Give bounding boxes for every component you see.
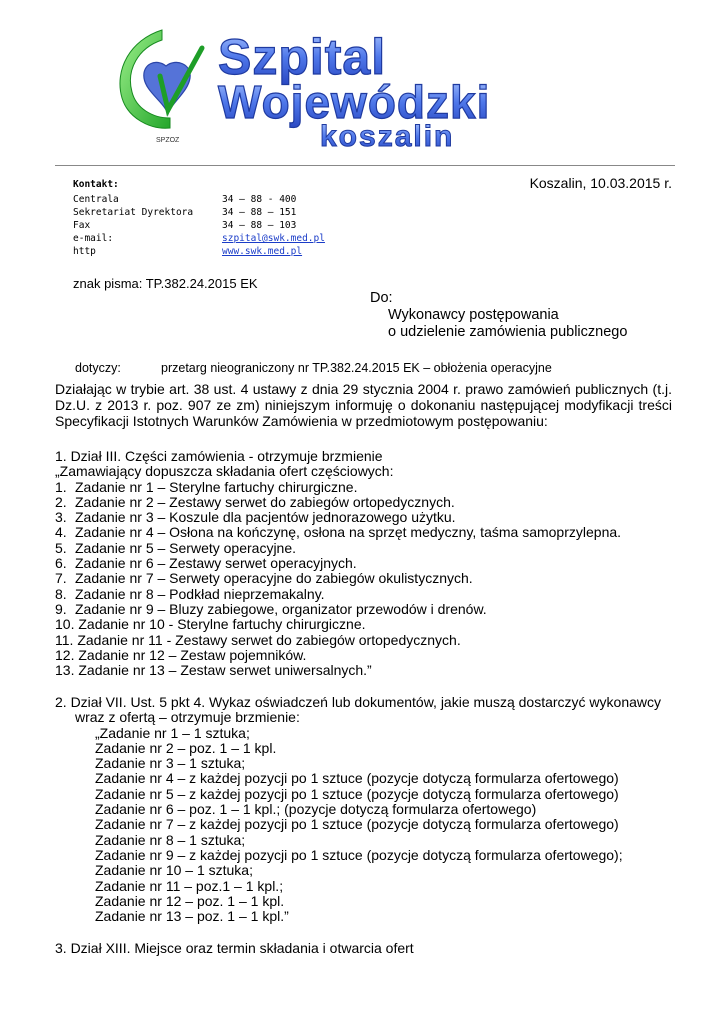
section-2-heading: 2. Dział VII. Ust. 5 pkt 4. Wykaz oświadczeń lub dokumentów, jakie muszą dostarczyć wykonawcy [55, 694, 662, 710]
list-item: 11. Zadanie nr 11 - Zestawy serwet do zabiegów ortopedycznych. [55, 631, 461, 648]
list-item: 3. Zadanie nr 3 – Koszule dla pacjentów jednorazowego użytku. [55, 509, 456, 526]
header-divider [55, 165, 675, 166]
hospital-logo [110, 18, 610, 150]
list-item: 2. Zadanie nr 2 – Zestawy serwet do zabiegów ortopedycznych. [55, 493, 455, 510]
svg-text:SPZOZ: SPZOZ [156, 137, 180, 144]
section-3 [55, 941, 414, 956]
section-2-heading-cont: wraz z ofertą – otrzymuje brzmienie: [75, 709, 300, 726]
reference-number: znak pisma: TP.382.24.2015 EK [73, 276, 258, 291]
addressee-do: Do: [370, 290, 393, 306]
section-1 [55, 449, 621, 678]
list-item: 9. Zadanie nr 9 – Bluzy zabiegowe, organizator przewodów i drenów. [55, 600, 487, 617]
list-item: Zadanie nr 6 – poz. 1 – 1 kpl.; (pozycje dotyczą formularza ofertowego) [95, 801, 537, 818]
document-date: Koszalin, 10.03.2015 r. [529, 175, 672, 191]
list-item: „Zadanie nr 1 – 1 sztuka; [95, 724, 250, 741]
heart-emblem-icon [120, 30, 202, 144]
logo-line2: Wojewódzki [218, 76, 491, 128]
list-item: Zadanie nr 4 – z każdej pozycji po 1 sztuce (pozycje dotyczą formularza ofertowego) [95, 770, 619, 787]
section-1-heading: 1. Dział III. Części zamówienia - otrzymuje brzmienie [55, 448, 383, 464]
list-item: 5. Zadanie nr 5 – Serwety operacyjne. [55, 539, 297, 556]
list-item: 12. Zadanie nr 12 – Zestaw pojemników. [55, 646, 307, 663]
list-item: 7. Zadanie nr 7 – Serwety operacyjne do zabiegów okulistycznych. [55, 570, 473, 587]
addressee-line1: Wykonawcy postępowania [388, 307, 559, 323]
list-item: Zadanie nr 12 – poz. 1 – 1 kpl. [95, 892, 285, 909]
addressee-line2: o udzielenie zamówienia publicznego [388, 324, 628, 340]
list-item: Zadanie nr 8 – 1 sztuka; [95, 831, 246, 848]
email-link[interactable]: szpital@swk.med.pl [222, 233, 325, 244]
list-item: 6. Zadanie nr 6 – Zestawy serwet operacyjnych. [55, 555, 357, 572]
list-item: 13. Zadanie nr 13 – Zestaw serwet uniwersalnych.” [55, 662, 372, 679]
subject-line [75, 361, 552, 375]
list-item: 10. Zadanie nr 10 - Sterylne fartuchy chirurgiczne. [55, 616, 366, 633]
subject-value: przetarg nieograniczony nr TP.382.24.2015 EK – obłożenia operacyjne [161, 361, 552, 375]
website-link[interactable]: www.swk.med.pl [222, 246, 303, 257]
list-item: Zadanie nr 3 – 1 sztuka; [95, 755, 246, 772]
list-item: Zadanie nr 9 – z każdej pozycji po 1 sztuce (pozycje dotyczą formularza ofertowego); [95, 846, 623, 863]
list-item: 1. Zadanie nr 1 – Sterylne fartuchy chirurgiczne. [55, 478, 358, 495]
list-item: Zadanie nr 2 – poz. 1 – 1 kpl. [95, 739, 277, 756]
section-3-heading: 3. Dział XIII. Miejsce oraz termin składania i otwarcia ofert [55, 940, 414, 956]
list-item: Zadanie nr 10 – 1 sztuka; [95, 862, 253, 879]
list-item: Zadanie nr 5 – z każdej pozycji po 1 sztuce (pozycje dotyczą formularza ofertowego) [95, 785, 619, 802]
logo-line3: koszalin [320, 120, 455, 150]
subject-label: dotyczy: [75, 361, 121, 375]
list-item: Zadanie nr 11 – poz.1 – 1 kpl.; [95, 877, 284, 894]
list-item: 8. Zadanie nr 8 – Podkład nieprzemakalny. [55, 585, 325, 602]
contact-label: Kontakt: [73, 179, 119, 190]
addressee [370, 290, 627, 341]
list-item: Zadanie nr 13 – poz. 1 – 1 kpl.” [95, 908, 289, 925]
logo-line1: Szpital [218, 29, 387, 85]
section-2 [55, 695, 661, 924]
list-item: Zadanie nr 7 – z każdej pozycji po 1 sztuce (pozycje dotyczą formularza ofertowego) [95, 816, 619, 833]
intro-paragraph: Działając w trybie art. 38 ust. 4 ustawy z dnia 29 stycznia 2004 r. prawo zamówień publicznych (t.j. Dz.U. z 2013 r. poz. 907 ze zm) niniejszym informuję o dokonaniu następującej modyfikacji treści Specyfikacji Istotnych Warunków Zamówienia w przedmiotowym postępowaniu: [55, 381, 672, 429]
section-1-quote: „Zamawiający dopuszcza składania ofert częściowych: [55, 463, 394, 480]
list-item: 4. Zadanie nr 4 – Osłona na kończynę, osłona na sprzęt medyczny, taśma samoprzylepna. [55, 524, 622, 541]
